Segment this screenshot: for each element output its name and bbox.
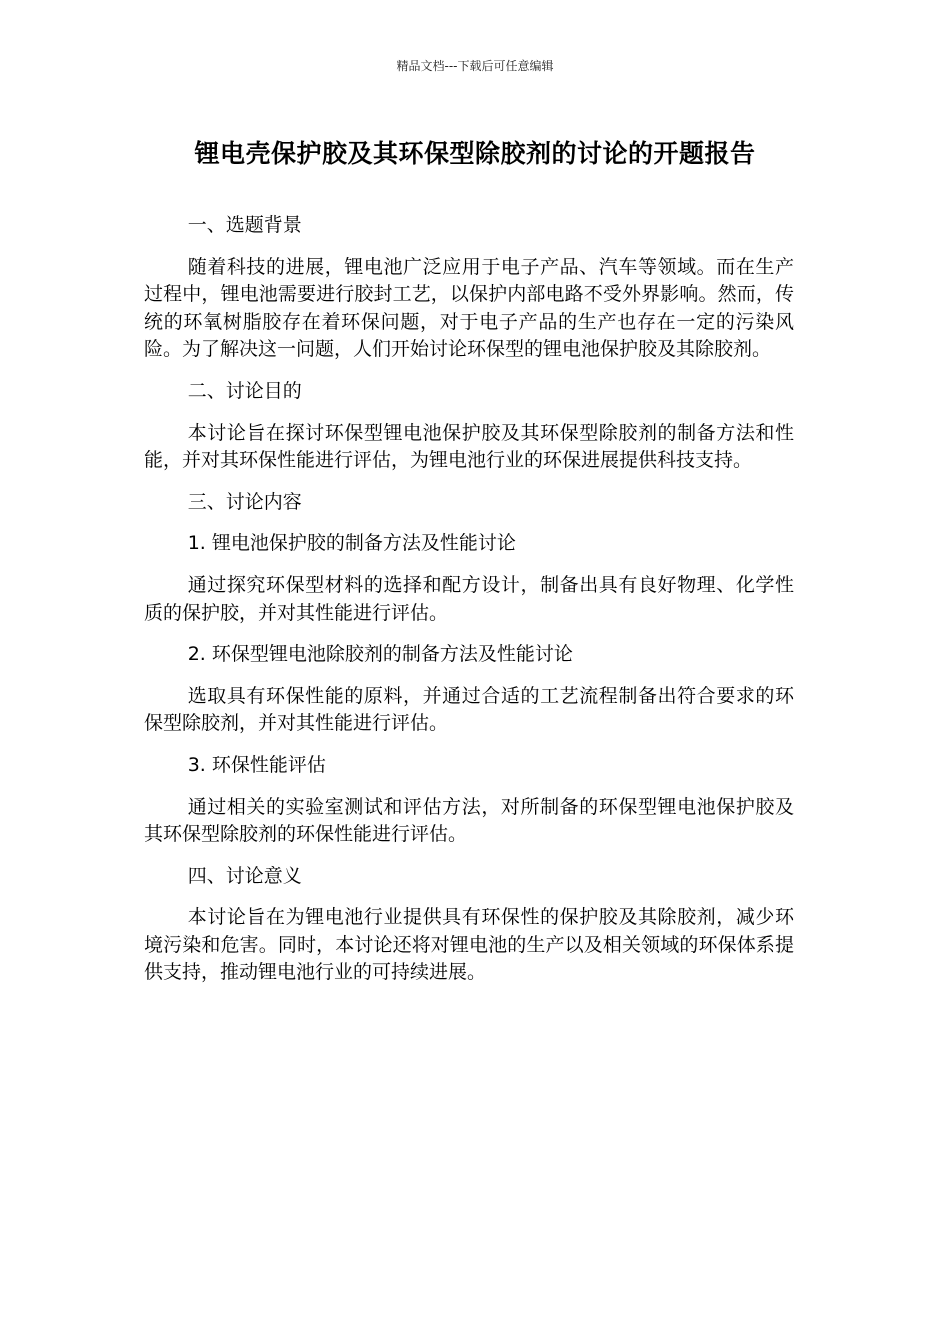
paragraph-evaluation: 通过相关的实验室测试和评估方法，对所制备的环保型锂电池保护胶及其环保型除胶剂的环保性能进行评估。 xyxy=(144,795,794,846)
page-title: 锂电壳保护胶及其环保型除胶剂的讨论的开题报告 xyxy=(194,139,756,168)
subheading-evaluation: 3. 环保性能评估 xyxy=(187,753,326,776)
section-heading-purpose: 二、讨论目的 xyxy=(187,379,302,402)
paragraph-purpose: 本讨论旨在探讨环保型锂电池保护胶及其环保型除胶剂的制备方法和性能，并对其环保性能进行评估，为锂电池行业的环保进展提供科技支持。 xyxy=(144,421,794,472)
subheading-glue-remover: 2. 环保型锂电池除胶剂的制备方法及性能讨论 xyxy=(187,643,573,666)
paragraph-significance: 本讨论旨在为锂电池行业提供具有环保性的保护胶及其除胶剂，减少环境污染和危害。同时，本讨论还将对锂电池的生产以及相关领域的环保体系提供支持，推动锂电池行业的可持续进展。 xyxy=(144,906,794,984)
paragraph-glue-remover: 选取具有环保性能的原料，并通过合适的工艺流程制备出符合要求的环保型除胶剂，并对其性能进行评估。 xyxy=(144,684,794,735)
section-heading-content: 三、讨论内容 xyxy=(187,490,302,513)
paragraph-background: 随着科技的进展，锂电池广泛应用于电子产品、汽车等领域。而在生产过程中，锂电池需要进行胶封工艺，以保护内部电路不受外界影响。然而，传统的环氧树脂胶存在着环保问题，对于电子产品的生产也存在一定的污染风险。为了解决这一问题，人们开始讨论环保型的锂电池保护胶及其除胶剂。 xyxy=(144,255,794,361)
subheading-protective-glue: 1. 锂电池保护胶的制备方法及性能讨论 xyxy=(187,532,516,555)
paragraph-protective-glue: 通过探究环保型材料的选择和配方设计，制备出具有良好物理、化学性质的保护胶，并对其性能进行评估。 xyxy=(144,573,794,624)
section-heading-background: 一、选题背景 xyxy=(187,214,302,236)
section-heading-significance: 四、讨论意义 xyxy=(187,864,302,887)
document-body xyxy=(144,212,794,1001)
header-note: 精品文档---下载后可任意编辑 xyxy=(396,59,554,73)
